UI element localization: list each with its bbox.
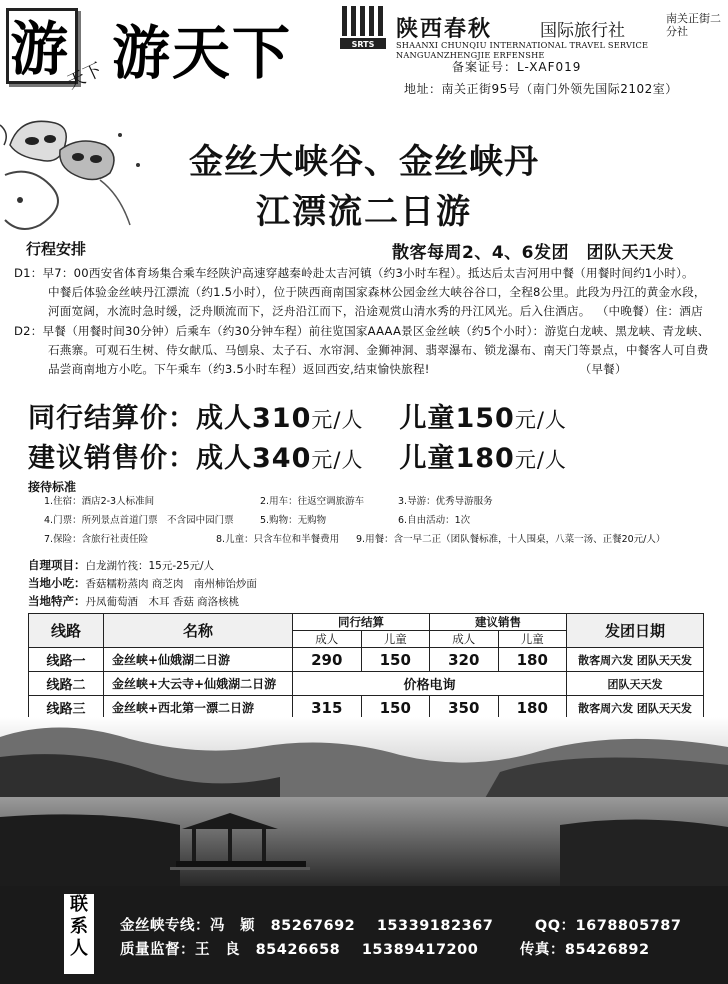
peer-child-cell: 150: [361, 696, 430, 720]
retail-adult-cell: 320: [430, 648, 499, 672]
company-name: 陕西春秋: [396, 17, 493, 42]
optional-items: [28, 557, 214, 573]
departure-cell: 散客周六发 团队天天发: [567, 648, 704, 672]
departure-cell: 散客周六发 团队天天发: [567, 696, 704, 720]
routes-table: [28, 613, 704, 720]
slogan: 游天下: [112, 19, 293, 87]
route-cell: 线路二: [29, 672, 104, 696]
route-name: 金丝峡+仙娥湖二日游: [104, 648, 293, 672]
qq-number[interactable]: 1678805787: [575, 918, 682, 934]
day2-line3-tail: （早餐）: [579, 362, 627, 376]
fax-label: 传真：: [519, 942, 565, 958]
peer-child-unit: 元/人: [514, 408, 567, 432]
snack-value: 香菇糯粉蒸肉 商芝肉 南州柿饴炒面: [85, 578, 257, 590]
standard-item: 6.自由活动：1次: [398, 515, 471, 526]
standard-item: 4.门票：所列景点首道门票 不含园中园门票: [44, 515, 234, 526]
peer-child-price: 儿童150: [399, 403, 515, 434]
retail-adult-unit: 元/人: [311, 448, 364, 472]
header-retail: 建议销售: [430, 614, 567, 631]
company-branch: 南关正街二分社: [666, 12, 721, 38]
standard-item: 5.购物：无购物: [260, 515, 327, 526]
standard-item: 3.导游：优秀导游服务: [398, 496, 493, 507]
line1-name: 冯 颖: [210, 918, 255, 934]
standards-label: 接待标准: [28, 480, 77, 494]
line2-mobile[interactable]: 15389417200: [361, 942, 479, 958]
day1-tag: D1：: [14, 266, 43, 280]
header-route: 线路: [29, 614, 104, 648]
retail-adult-cell: 350: [430, 696, 499, 720]
line1-mobile[interactable]: 15339182367: [376, 918, 494, 934]
local-snacks: [28, 575, 257, 591]
srts-logo-icon: [340, 6, 386, 50]
retail-child-cell: 180: [498, 696, 567, 720]
qq-label: QQ：: [534, 918, 576, 934]
departure-schedule: 散客每周2、4、6发团 团队天天发: [392, 243, 674, 263]
line1-phone[interactable]: 85267692: [270, 918, 356, 934]
route-cell: 线路一: [29, 648, 104, 672]
departure-cell: 团队天天发: [567, 672, 704, 696]
license-number: 备案证号：L-XAF019: [452, 60, 582, 74]
day2-line3: 品尝商南地方小吃。下午乘车（约3.5小时车程）返回西安,结束愉快旅程!: [48, 362, 430, 376]
route-cell: 线路三: [29, 696, 104, 720]
line2-phone[interactable]: 85426658: [255, 942, 341, 958]
retail-child-cell: 180: [498, 648, 567, 672]
peer-child-cell: 150: [361, 648, 430, 672]
local-products: [28, 593, 239, 609]
snack-label: 当地小吃：: [28, 576, 86, 590]
header-peer-child: 儿童: [361, 631, 430, 648]
tour-title-line1: 金丝大峡谷、金丝峡丹: [189, 142, 539, 182]
day2-line1: 早餐（用餐时间30分钟）后乘车（约30分钟车程）前往览国家AAAA景区金丝峡（约5个小时）：游览白龙峡、黑龙峡、青龙峡、: [42, 324, 710, 338]
peer-price-label: 同行结算价：: [28, 403, 196, 434]
price-note-cell: 价格电询: [293, 672, 567, 696]
contact-bar: [0, 886, 728, 984]
table-row: [29, 672, 704, 696]
line1-label: 金丝峡专线：: [120, 918, 210, 934]
route-name: 金丝峡+西北第一漂二日游: [104, 696, 293, 720]
srts-logo-text: SRTS: [351, 40, 375, 49]
retail-child-unit: 元/人: [514, 448, 567, 472]
peer-adult-cell: 315: [293, 696, 362, 720]
peer-adult-cell: 290: [293, 648, 362, 672]
company-intl: 国际旅行社: [540, 21, 625, 41]
table-row: [29, 648, 704, 672]
itinerary-label: 行程安排: [26, 240, 87, 258]
day1-line1: 早7：00西安省体育场集合乘车经陕沪高速穿越秦岭赴太吉河镇（约3小时车程）。抵达后太吉河用中餐（用餐时间约1小时）。: [42, 266, 694, 280]
route-name: 金丝峡+大云寺+仙娥湖二日游: [104, 672, 293, 696]
peer-adult-unit: 元/人: [311, 408, 364, 432]
company-address: 地址：南关正街95号（南门外领先国际2102室）: [404, 82, 678, 96]
product-label: 当地特产：: [28, 594, 86, 608]
logo-calligraphy: 游: [10, 15, 65, 83]
standard-item: 1.住宿：酒店2-3人标准间: [44, 496, 155, 507]
retail-child-price: 儿童180: [399, 443, 515, 474]
table-row: [29, 696, 704, 720]
header-peer: 同行结算: [293, 614, 430, 631]
logo-subtext: 天下: [63, 59, 106, 94]
retail-price-label: 建议销售价：: [28, 443, 196, 474]
day1-line3-tail: （中晚餐）住：酒店: [602, 304, 703, 318]
optional-label: 自理项目：: [28, 558, 86, 572]
lake-pavilion-photo: [0, 717, 728, 887]
retail-price-row: [28, 436, 567, 475]
tour-title-line2: 江漂流二日游: [256, 192, 472, 232]
header-date: 发团日期: [567, 614, 704, 648]
contact-label: 联系人: [64, 894, 94, 974]
peer-price-row: [28, 396, 567, 435]
peer-adult-price: 成人310: [196, 403, 312, 434]
line2-label: 质量监督：: [120, 942, 195, 958]
itinerary-day2: [14, 322, 710, 379]
header-retail-adult: 成人: [430, 631, 499, 648]
standard-item: 2.用车：往返空调旅游车: [260, 496, 365, 507]
day2-line2: 石燕寨。可观石生树、侍女献瓜、马刨泉、太子石、水帘洞、金狮神洞、翡翠瀑布、锁龙瀑布、南天门等景点，中餐客人可自费: [48, 343, 709, 357]
header-retail-child: 儿童: [498, 631, 567, 648]
optional-value: 白龙湖竹筏：15元-25元/人: [85, 560, 215, 572]
day2-tag: D2：: [14, 324, 43, 338]
company-english-name: SHAANXI CHUNQIU INTERNATIONAL TRAVEL SERVICE NANGUANZHENGJIE ERFENSHE: [396, 40, 649, 60]
line2-name: 王 良: [195, 942, 240, 958]
header-peer-adult: 成人: [293, 631, 362, 648]
contact-line-2: [120, 938, 650, 959]
standard-item: 8.儿童：只含车位和半餐费用: [216, 534, 340, 545]
retail-adult-price: 成人340: [196, 443, 312, 474]
standard-item: 7.保险：含旅行社责任险: [44, 534, 149, 545]
product-value: 丹凤葡萄酒 木耳 香菇 商洛核桃: [85, 596, 240, 608]
header-name: 名称: [104, 614, 293, 648]
day1-line3: 河面宽阔，水流时急时缓，泛舟顺流而下，泛舟沿江而下，沿途观赏山清水秀的丹江风光。后入住酒店。: [48, 304, 591, 318]
itinerary-day1: [14, 264, 706, 321]
day1-line2: 中餐后体验金丝峡丹江漂流（约1.5小时），位于陕西商南国家森林公园金丝大峡谷谷口，全程8公里。此段为丹江的黄金水段，: [48, 285, 706, 299]
contact-line-1: [120, 914, 681, 935]
fax-number[interactable]: 85426892: [564, 942, 650, 958]
standard-item: 9.用餐：含一早二正（团队餐标准，十人围桌，八菜一汤、正餐20元/人）: [356, 534, 666, 545]
